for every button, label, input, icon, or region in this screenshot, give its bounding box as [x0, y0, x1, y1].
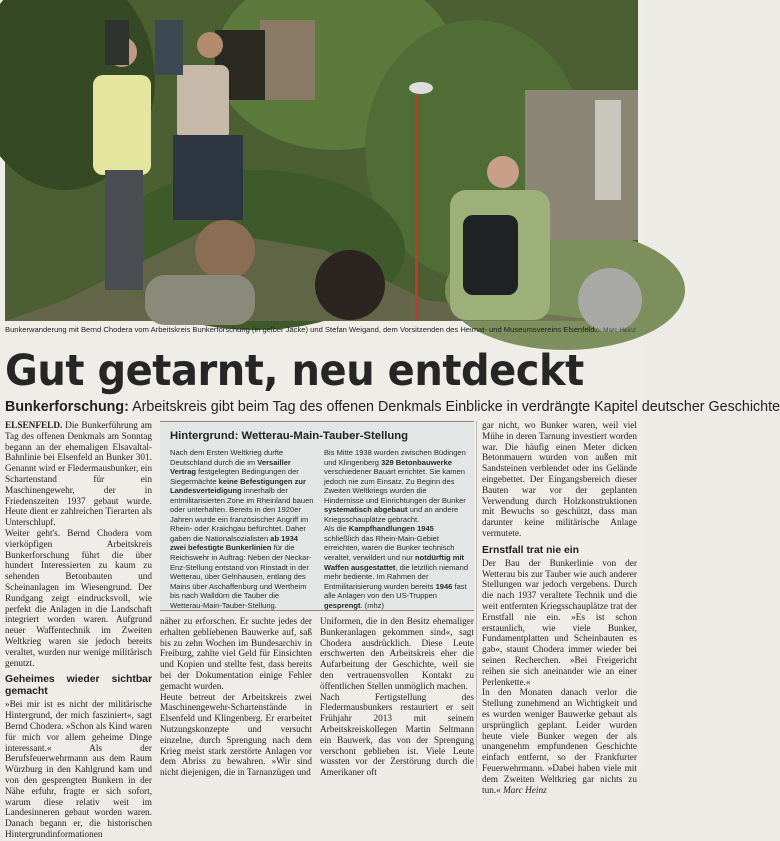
infobox-text: verschiedener Bauart errichtet. Sie kamen jedoch nie zum Einsatz. Zu Beginn des Zweiten Weltkriegs wurden die Hindernisse und Einrichtungen der Bunker — [324, 467, 466, 505]
infobox-highlight: 1946 — [435, 581, 453, 591]
headline: Gut getarnt, neu entdeckt — [5, 346, 584, 396]
infobox-highlight: notdürftig mit Waffen ausgestattet — [324, 553, 465, 572]
infobox-text: , die letztlich niemand mehr bediente. Im Rahmen der Entmilitarisierung wurden bereits — [324, 562, 469, 591]
paragraph — [5, 421, 152, 529]
paragraph: Uniformen, die in den Besitz ehemaliger Bunkeranlagen gekommen sind«, sagt Chodera ausdrücklich. Diese Leute erschwerten den Arbeitskreis eher die Aufarbeitung der Geschichte, weil sie den vertrauensvollen Kontakt zu öffentlichen Stellen unmöglich machen. — [320, 617, 474, 692]
article-column-1 — [5, 421, 152, 840]
infobox-highlight: 329 Betonbauwerke — [381, 457, 452, 467]
paragraph — [482, 688, 637, 796]
infobox-text: schließlich das Rhein-Main-Gebiet erreichten, waren die Bunker technisch veraltet, verwildert und nur — [324, 533, 455, 563]
infobox-text: fast alle Anlagen von den US-Truppen — [324, 581, 467, 601]
article-column-3 — [320, 617, 474, 779]
infobox-text: und an andere Kriegsschauplätze gebracht. — [324, 505, 459, 524]
paragraph-text: In den Monaten danach verlor die Stellung zunehmend an Wichtigkeit und es wurden weniger Bauwerke gebaut als ursprünglich geplant. Leider wurden heute viele Bunker wegen der als unangenehm empfundenen Geschichte einfach entfernt, so der Frankfurter Feuerwehrmann. »Dabei haben viele mit dem Zweiten Weltkrieg gar nichts zu tun.« — [482, 688, 637, 796]
paragraph: gar nicht, wo Bunker waren, weil viel Mühe in deren Tarnung investiert worden war. Die häufig einen Meter dicken Betonmauern wurden von außen mit Sandsteinen verblendet oder ins Gelände eingebettet. Der Eingangsbereich dieser Bauten war vor der geplanten Verwendung durch Holzkonstruktionen mit Bewuchs so geschützt, dass man darunter keine militärische Anlage vermutete. — [482, 421, 637, 539]
paragraph: Der Bau der Bunkerlinie von der Wetterau bis zur Tauber wie auch anderer Stellungen war jedoch vergebens. Durch die nach 1937 veraltete Technik und die weit entfernten Kriegsschauplätze trat der Ernstfall nie ein. »Es ist schon erstaunlich, wie viele Bunker, Fundamentplatten und Scheinbauten es gab«, staunt Chodera immer wieder bei seinen Recherchen. »Bei Freigericht reihen sie sich aneinander wie an einer Perlenkette.« — [482, 558, 637, 688]
paragraph: »Bei mir ist es nicht der militärische Hintergrund, der mich fasziniert«, sagt Bernd Chodera. »Schon als Kind waren für mich vor allem geheime Dinge interessant.« Als der Berufsfeuerwehrmann aus dem Raum Würzburg in den Kahlgrund kam und von den gesprengten Bunkern in der Nähe erfuhr, fragte er sich sofort, warum diese relativ weit im Landesinneren gebaut worden waren. Danach begann er, die historischen Hintergrundinformationen — [5, 700, 152, 840]
infobox-text: Bis Mitte 1938 wurden zwischen Büdingen und Klingenberg — [324, 448, 466, 467]
photo-caption: Bunkerwanderung mit Bernd Chodera vom Arbeitskreis Bunkerforschung (in gelber Jacke) und Stefan Weigand, dem Vorsitzenden des Heimat- und Museumsvereins Elsenfeld. — [5, 325, 597, 334]
infobox-text: festgelegten Bedingungen der Siegermächte — [170, 467, 299, 486]
infobox-highlight: Versailler Vertrag — [170, 457, 291, 477]
subheadline — [5, 399, 780, 415]
paragraph: Nach Fertigstellung des Fledermausbunkers restauriert er seit Frühjahr 2013 mit seinem Arbeitskreiskollegen Martin Seltmann ein Bauwerk, das von der Sprengung verschont geblieben ist. Viele Leute wussten vor der Zerstörung durch die Amerikaner oft — [320, 692, 474, 779]
background-infobox — [160, 421, 474, 611]
subheading: Geheimes wieder sichtbar gemacht — [5, 674, 152, 698]
photo-illustration — [5, 0, 638, 321]
article-column-2 — [160, 617, 312, 779]
paragraph-text: Die Bunkerführung am Tag des offenen Denkmals am Sonntag begann an der ehemaligen Elsavaltal-Bahnlinie bei Elsenfeld an Bunker 301. Genannt wird er Fledermausbunker, ein Schartenstand für ein Maschinengewehr, der in Friedenszeiten 1937 gebaut wurde. Heute dient er zahlreichen Tierarten als Unterschlupf. — [5, 421, 152, 529]
infobox-text: innerhalb der entmilitarisierten Zone im Rheinland bauen oder unterhalten. Bereits in den 1920er Jahren wurde ein französischer Angriff im Rhein- oder Kraichgau befürchtet. Daher gaben die Nationalsozialisten — [170, 486, 314, 543]
infobox-column-left — [170, 448, 314, 608]
infobox-text: Nach dem Ersten Weltkrieg durfte Deutschland durch die im — [170, 448, 284, 467]
dateline: ELSENFELD. — [5, 421, 63, 431]
column-divider — [476, 421, 477, 768]
subheadline-text: Arbeitskreis gibt beim Tag des offenen Denkmals Einblicke in verdrängte Kapitel deutscher Geschichte — [132, 399, 780, 415]
infobox-highlight: gesprengt — [324, 600, 361, 610]
photo-credit: Foto: Marc Heinz — [586, 327, 636, 334]
author-signature: Marc Heinz — [503, 785, 547, 796]
infobox-text: . (mhz) — [360, 600, 384, 610]
infobox-text: für die Reichswehr in Auftrag: Neben der Neckar-Enz-Stellung entstand von Rinstadt in der Wetterau, über Gelnhausen, entlang des Mains über Aschaffenburg und Wertheim bis nach Walldürn die Tauber die Wetterau-Main-Tauber-Stellung. — [170, 543, 312, 610]
paragraph: Weiter geht's. Bernd Chodera vom vierköpfigen Arbeitskreis Bunkerforschung führt die über hundert Interessierten zu kaum zu sehenden Betonbauten und Scheinanlagen im Wiesengrund. Der Rundgang zeigt eindrucksvoll, wie perfekt die Anlagen in die Landschaft integriert worden waren. Aufgrund neuer Waffentechnik im Zweiten Weltkrieg waren sie jedoch bereits veraltet, wurden nur wenige militärisch genutzt. — [5, 528, 152, 669]
infobox-title: Hintergrund: Wetterau-Main-Tauber-Stellung — [170, 430, 409, 442]
infobox-column-right — [324, 448, 468, 608]
paragraph: Heute betreut der Arbeitskreis zwei Maschinengewehr-Schartenstände in Elsenfeld und Klingenberg. Er erarbeitet Nutzungskonzepte und versucht einzelne, durch Sprengung nach dem Krieg meist stark zerstörte Anlagen vor dem Abriss zu bewahren. »Wir sind nicht diejenigen, die in Tarnanzügen und — [160, 692, 312, 779]
infobox-highlight: Kampfhandlungen 1945 — [348, 524, 434, 534]
infobox-highlight: keine Befestigungen zur Landesverteidigung — [170, 476, 306, 496]
article-column-4 — [482, 421, 637, 796]
infobox-highlight: systematisch abgebaut — [324, 505, 408, 515]
subheading: Ernstfall trat nie ein — [482, 544, 580, 556]
article-photo — [5, 0, 638, 321]
paragraph: näher zu erforschen. Er suchte jedes der erhalten gebliebenen Bauwerke auf, saß bis zu zehn Wochen im Bundesarchiv in Freiburg, zahlte viel Geld für Einsichten und Kopien und stellte fest, dass bereits bei der Dokumentation einige Fehler gemacht wurden. — [160, 617, 312, 692]
infobox-highlight: ab 1934 zwei befestigte Bunkerlinien — [170, 533, 298, 553]
infobox-text: Als die — [324, 524, 349, 534]
subheadline-topic: Bunkerforschung: — [5, 399, 129, 415]
